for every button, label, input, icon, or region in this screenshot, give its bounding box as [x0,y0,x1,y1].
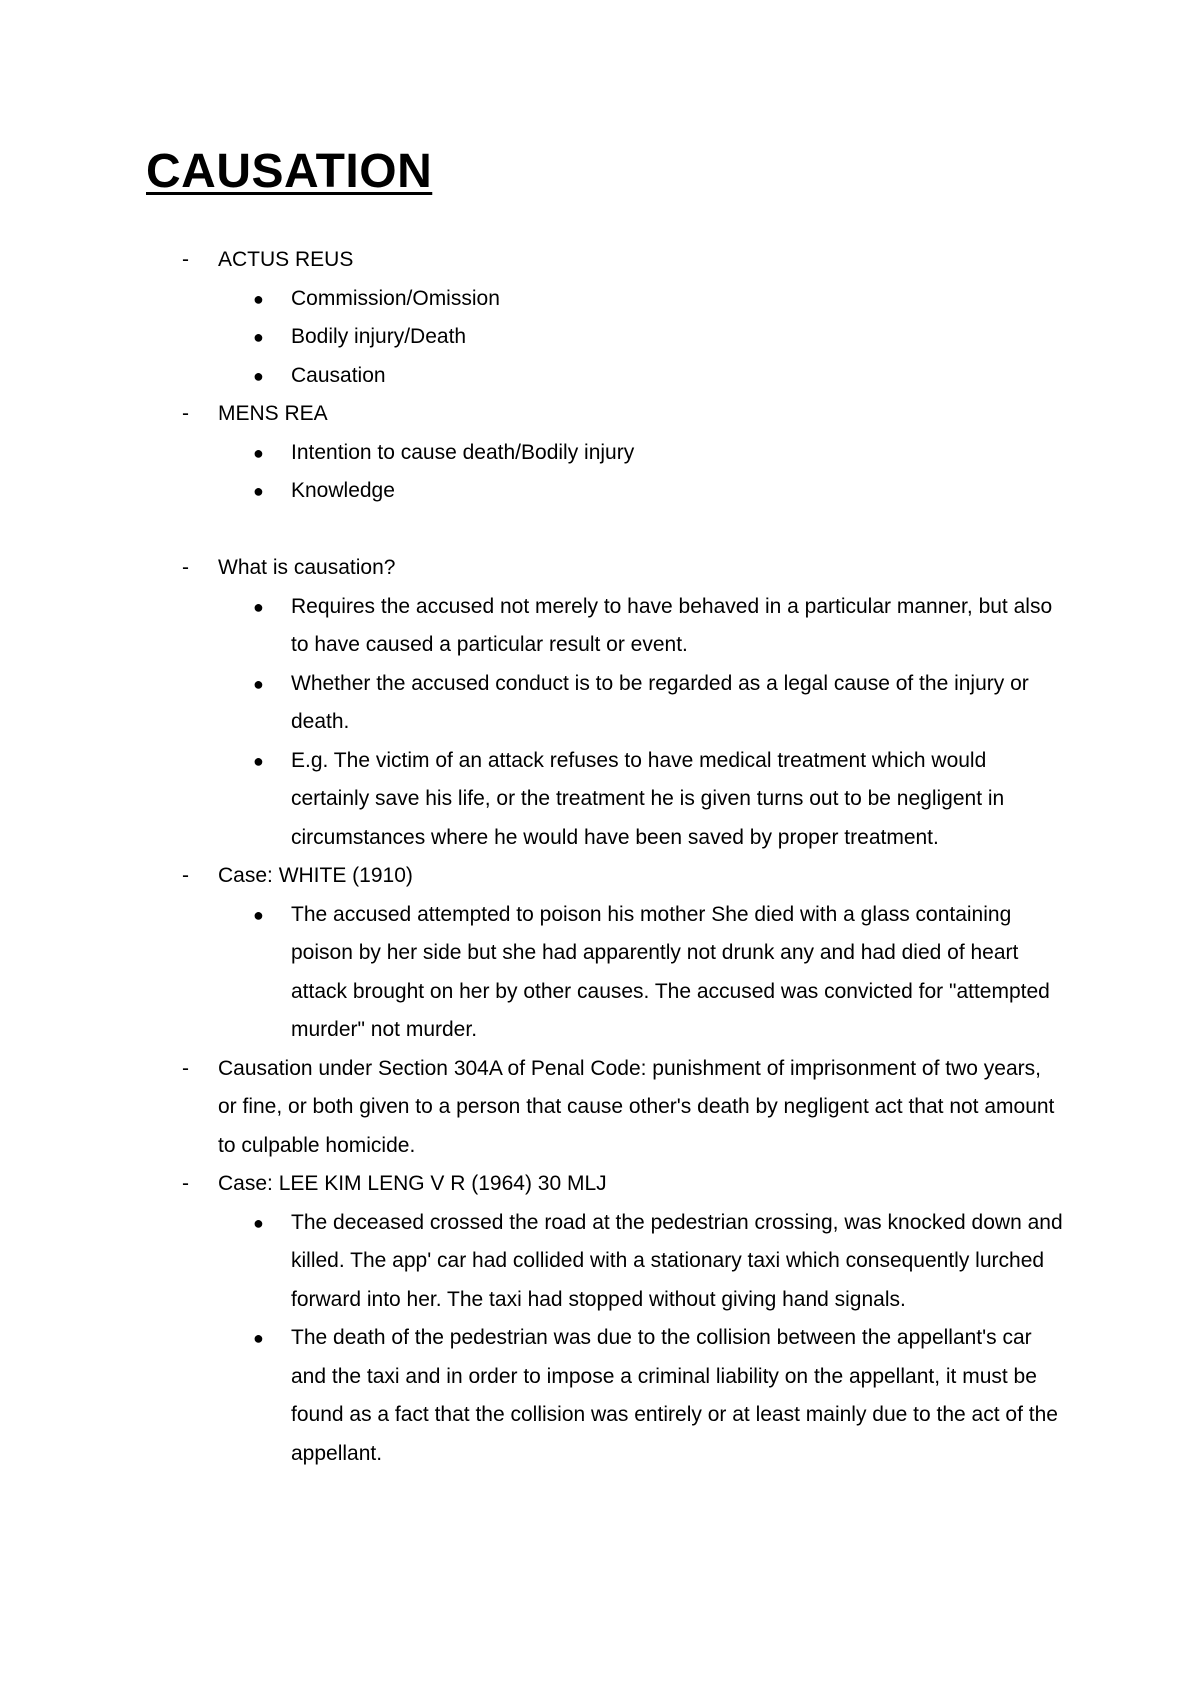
section-heading [0,1165,1058,1204]
section-heading [0,395,1058,434]
section-heading-text: ACTUS REUS [218,248,354,271]
list-item-text: Causation [291,363,386,387]
document-body [0,241,1200,1473]
bullet-marker: ● [253,904,264,925]
list-item [0,280,1066,319]
blank-line [0,511,1200,550]
list-item [0,896,1066,1050]
section-heading [0,549,1058,588]
section-heading-text: MENS REA [218,402,328,425]
dash-marker: - [182,1056,189,1080]
section-heading [0,1050,1058,1166]
section-heading [0,857,1058,896]
dash-marker: - [182,1172,189,1195]
section-heading-text: What is causation? [218,556,396,579]
dash-marker: - [182,248,189,271]
bullet-marker: ● [253,596,264,617]
list-item-text: Knowledge [291,479,395,502]
bullet-marker: ● [253,750,264,771]
list-item [0,742,1066,858]
list-item-text: Intention to cause death/Bodily injury [291,440,635,464]
list-item-text: The accused attempted to poison his mother She died with a glass containing poison by her side but she had apparently not drunk any and had died of heart attack brought on her by other causes. The accused was convicted for "attempted murder" not murder. [291,902,1050,1041]
list-item-text: Commission/Omission [291,286,500,310]
list-item-text: Whether the accused conduct is to be regarded as a legal cause of the injury or death. [291,671,1029,733]
bullet-marker: ● [253,673,264,694]
list-item [0,588,1066,665]
page-title: CAUSATION [146,145,433,198]
list-item [0,1319,1066,1473]
list-item [0,665,1066,742]
bullet-marker: ● [253,1328,264,1348]
list-item [0,434,1066,473]
list-item-text: Requires the accused not merely to have behaved in a particular manner, but also to have caused a particular result or event. [291,594,1053,656]
section-heading [0,241,1058,280]
list-item [0,318,1066,357]
section-heading-text: Case: WHITE (1910) [218,864,413,887]
section-heading-text: Case: LEE KIM LENG V R (1964) 30 MLJ [218,1172,607,1195]
list-item-text: The deceased crossed the road at the pedestrian crossing, was knocked down and killed. The app' car had collided with a stationary taxi which consequently lurched forward into her. The taxi had stopped without giving hand signals. [291,1210,1063,1311]
bullet-marker: ● [253,1212,264,1233]
dash-marker: - [182,402,189,425]
bullet-marker: ● [253,442,264,463]
section-heading-text: Causation under Section 304A of Penal Code: punishment of imprisonment of two years, or fine, or both given to a person that cause other's death by negligent act that not amount to culpable homicide. [218,1056,1055,1157]
list-item [0,472,1066,511]
list-item [0,357,1066,396]
bullet-marker: ● [253,481,264,501]
list-item-text: E.g. The victim of an attack refuses to have medical treatment which would certainly save his life, or the treatment he is given turns out to be negligent in circumstances where he would have been saved by proper treatment. [291,748,1005,849]
bullet-marker: ● [253,365,264,386]
dash-marker: - [182,864,189,887]
list-item-text: The death of the pedestrian was due to the collision between the appellant's car and the taxi and in order to impose a criminal liability on the appellant, it must be found as a fact that the collision was entirely or at least mainly due to the act of the appellant. [291,1326,1058,1465]
list-item [0,1204,1066,1320]
bullet-marker: ● [253,288,264,309]
dash-marker: - [182,556,189,579]
list-item-text: Bodily injury/Death [291,325,467,348]
bullet-marker: ● [253,327,264,347]
